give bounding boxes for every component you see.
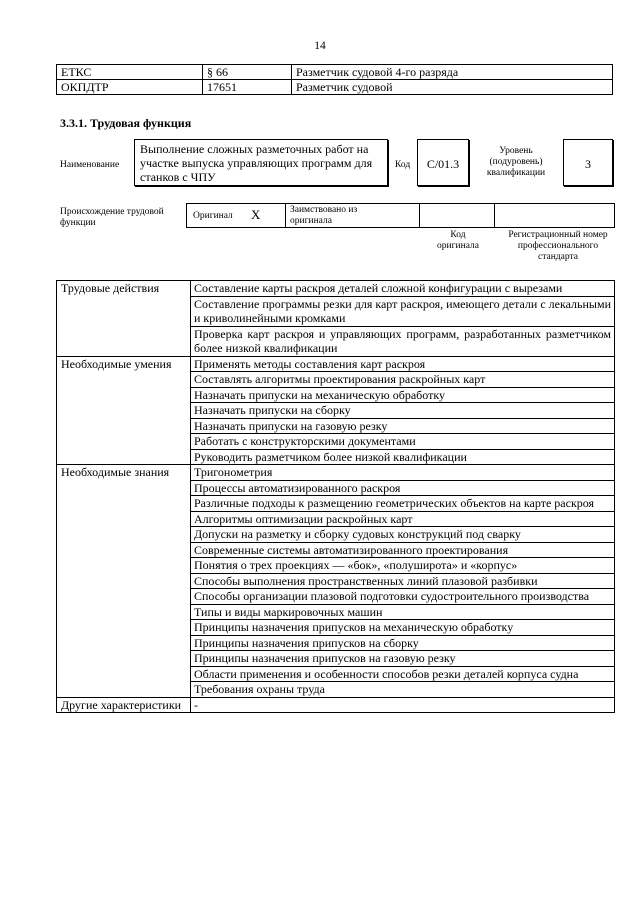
list-item: Принципы назначения припусков на сборку [191,635,615,651]
page-number: 14 [314,40,326,52]
list-item: Допуски на разметку и сборку судовых конструкций под сварку [191,527,615,543]
level-label: Уровень (подуровень) квалификации [486,146,546,178]
name-label: Наименование [60,160,120,170]
original-mark: X [251,207,261,222]
list-item: Составление программы резки для карт раскроя, имеющего детали с лекальными и криволинейными кромками [191,296,615,326]
origin-label: Происхождение трудовой функции [60,207,164,228]
code-value: § 66 [203,65,292,80]
category-other: Другие характеристики [57,697,191,713]
list-item: Составлять алгоритмы проектирования раскройных карт [191,372,615,388]
list-item: Применять методы составления карт раскроя [191,356,615,372]
list-item: Алгоритмы оптимизации раскройных карт [191,511,615,527]
category-knowledge: Необходимые знания [57,465,191,698]
qualification-level: 3 [563,139,613,186]
codes-row [57,65,613,80]
list-item: Назначать припуски на механическую обработку [191,387,615,403]
reg-number-label: Регистрационный номер профессионального стандарта [508,230,608,262]
list-item: Руководить разметчиком более низкой квалификации [191,449,615,465]
category-skills: Необходимые умения [57,356,191,465]
list-item: Способы организации плазовой подготовки судостроительного производства [191,589,615,605]
original-cell [186,203,286,228]
function-details-table [56,280,615,713]
function-code: C/01.3 [417,139,469,186]
codes-table [56,64,613,95]
list-item: Современные системы автоматизированного проектирования [191,542,615,558]
list-item: Различные подходы к размещению геометрических объектов на карте раскроя [191,496,615,512]
original-label: Оригинал [193,211,233,221]
list-item: Процессы автоматизированного раскроя [191,480,615,496]
code-original-cell [419,203,495,228]
list-item: Способы выполнения пространственных линий плазовой разбивки [191,573,615,589]
code-system: ЕТКС [57,65,203,80]
list-item: Принципы назначения припусков на газовую резку [191,651,615,667]
list-item: Типы и виды маркировочных машин [191,604,615,620]
code-name: Разметчик судовой [292,80,613,95]
code-original-label: Код оригинала [437,230,479,251]
list-item: Назначать припуски на сборку [191,403,615,419]
list-item: Назначать припуски на газовую резку [191,418,615,434]
list-item: Понятия о трех проекциях — «бок», «полуширота» и «корпус» [191,558,615,574]
code-system: ОКПДТР [57,80,203,95]
function-name: Выполнение сложных разметочных работ на участке выпуска управляющих программ для станков с ЧПУ [134,139,388,186]
code-name: Разметчик судовой 4-го разряда [292,65,613,80]
list-item: Области применения и особенности способов резки деталей корпуса судна [191,666,615,682]
list-item: Принципы назначения припусков на механическую обработку [191,620,615,636]
list-item: Требования охраны труда [191,682,615,698]
list-item: Работать с конструкторскими документами [191,434,615,450]
table-row [57,281,615,297]
borrowed-label: Заимствовано из оригинала [290,205,358,226]
list-item: Тригонометрия [191,465,615,481]
reg-number-cell [494,203,615,228]
list-item: Проверка карт раскроя и управляющих программ, разработанных разметчиком более низкой квалификации [191,326,615,356]
table-row [57,465,615,481]
section-title: 3.3.1. Трудовая функция [60,116,192,130]
borrowed-cell [285,203,420,228]
code-label: Код [395,160,411,170]
code-value: 17651 [203,80,292,95]
codes-row [57,80,613,95]
table-row [57,697,615,713]
category-labor-actions: Трудовые действия [57,281,191,357]
list-item: - [191,697,615,713]
table-row [57,356,615,372]
list-item: Составление карты раскроя деталей сложной конфигурации с вырезами [191,281,615,297]
